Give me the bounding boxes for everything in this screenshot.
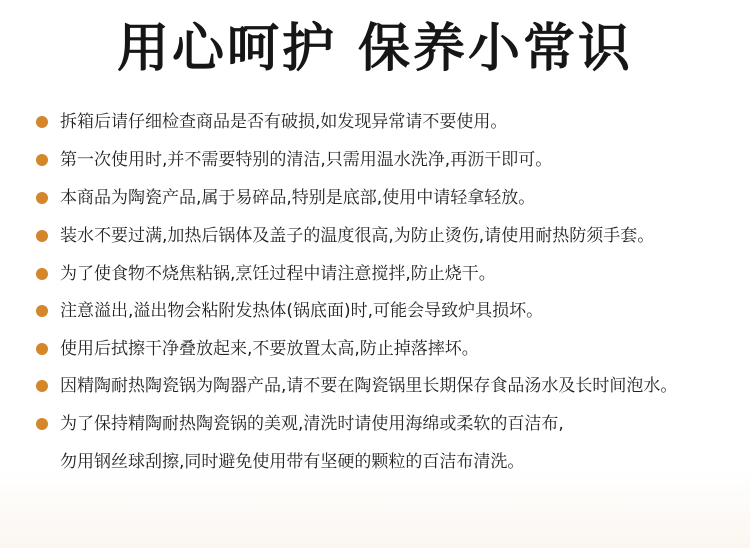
tip-text: 使用后拭擦干净叠放起来,不要放置太高,防止掉落摔坏。: [60, 339, 479, 359]
tip-text: 拆箱后请仔细检查商品是否有破损,如发现异常请不要使用。: [60, 112, 508, 132]
list-item: [36, 371, 736, 401]
bullet-dot-icon: [36, 343, 48, 355]
tip-text: 因精陶耐热陶瓷锅为陶器产品,请不要在陶瓷锅里长期保存食品汤水及长时间泡水。: [60, 376, 678, 396]
bullet-dot-icon: [36, 230, 48, 242]
list-item: [36, 145, 736, 175]
tip-text: 为了保持精陶耐热陶瓷锅的美观,清洗时请使用海绵或柔软的百洁布,: [60, 414, 564, 434]
page-title: 用心呵护 保养小常识: [116, 19, 634, 79]
bullet-dot-icon: [36, 116, 48, 128]
bullet-dot-icon: [36, 305, 48, 317]
tip-text: 本商品为陶瓷产品,属于易碎品,特别是底部,使用中请轻拿轻放。: [60, 188, 536, 208]
tip-text: 为了使食物不烧焦粘锅,烹饪过程中请注意搅拌,防止烧干。: [60, 264, 496, 284]
list-item: [36, 259, 736, 289]
bullet-dot-icon: [36, 418, 48, 430]
list-item: [36, 334, 736, 364]
list-item: [36, 221, 736, 251]
tip-text-continuation: 勿用钢丝球刮擦,同时避免使用带有坚硬的颗粒的百洁布清洗。: [60, 452, 525, 472]
tip-text: 注意溢出,溢出物会粘附发热体(锅底面)时,可能会导致炉具损坏。: [60, 301, 544, 321]
list-item: [36, 409, 736, 439]
list-item: [36, 183, 736, 213]
bullet-dot-icon: [36, 154, 48, 166]
bullet-dot-icon: [36, 192, 48, 204]
list-item: [36, 107, 736, 137]
list-item: [36, 296, 736, 326]
tip-text: 装水不要过满,加热后锅体及盖子的温度很高,为防止烫伤,请使用耐热防须手套。: [60, 226, 655, 246]
tip-text: 第一次使用时,并不需要特别的清洁,只需用温水洗净,再沥干即可。: [60, 150, 553, 170]
bullet-dot-icon: [36, 268, 48, 280]
bullet-dot-icon: [36, 380, 48, 392]
